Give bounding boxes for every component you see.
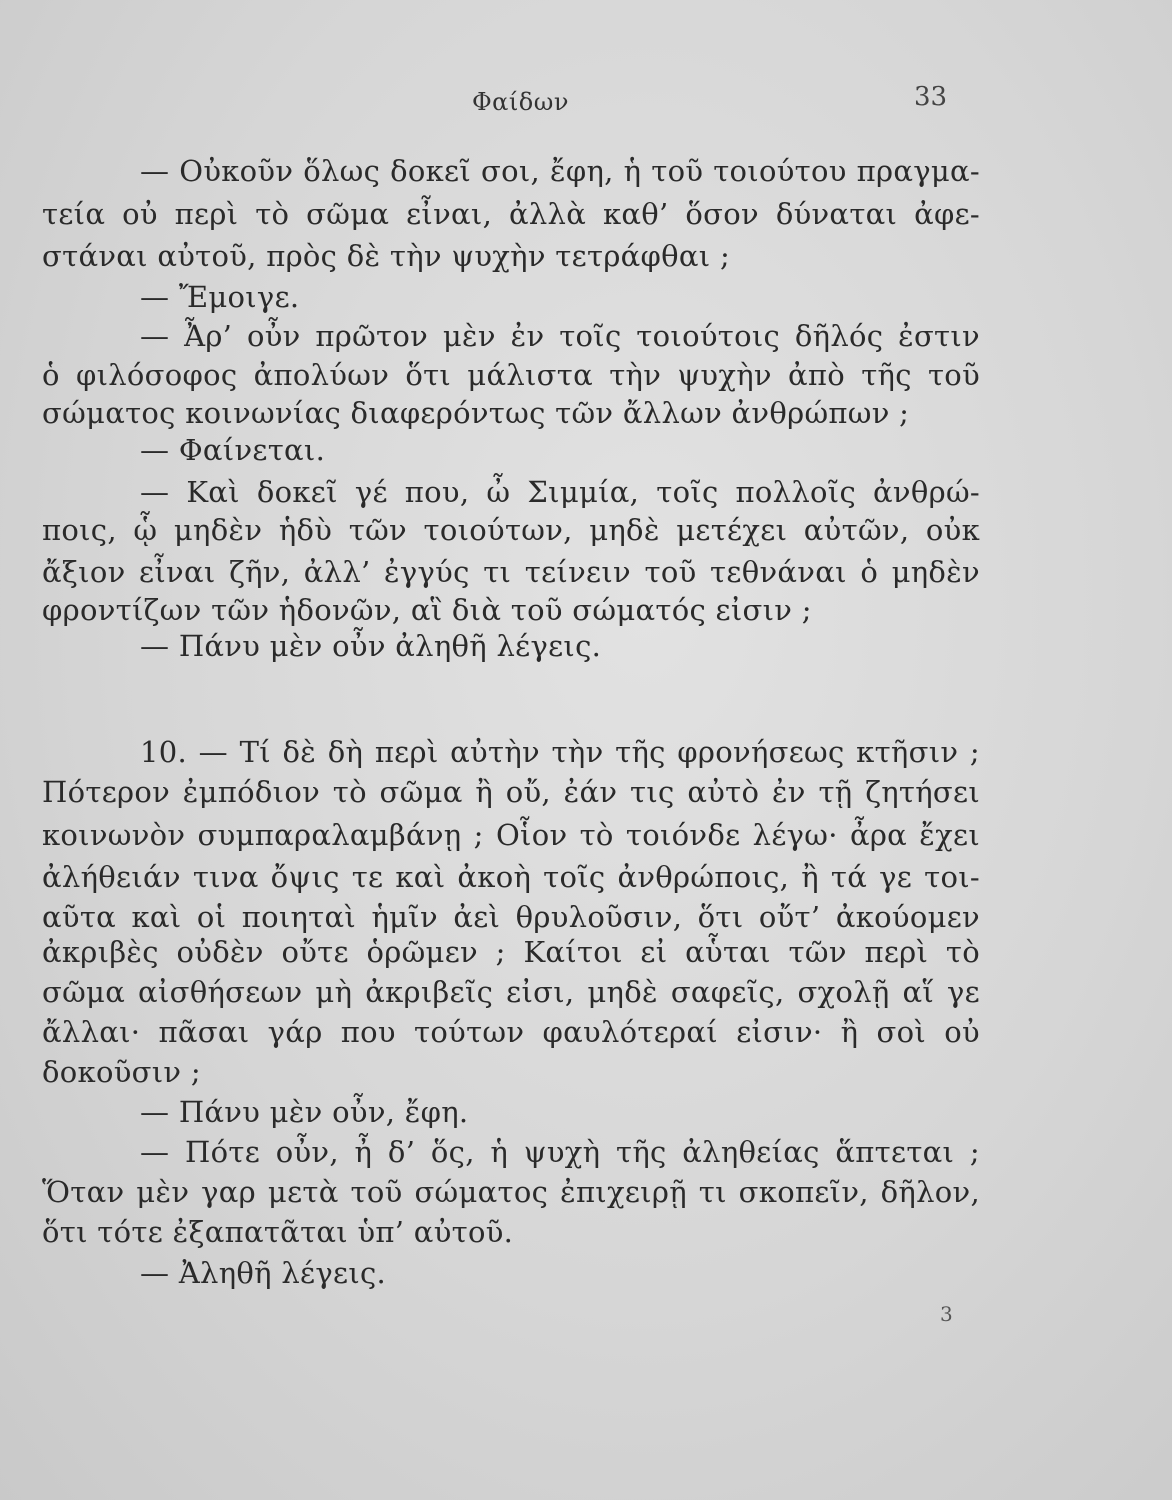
text-line: ἄξιον εἶναι ζῆν, ἀλλ’ ἐγγύς τι τείνειν τοῦ τεθνάναι ὁ μηδὲν [42,555,980,589]
text-line: φροντίζων τῶν ἡδονῶν, αἳ διὰ τοῦ σώματός εἰσιν ; [42,593,812,627]
text-line: δοκοῦσιν ; [42,1055,201,1089]
text-line: 10. — Τί δὲ δὴ περὶ αὐτὴν τὴν τῆς φρονήσεως κτῆσιν ; [140,735,980,769]
text-line: — Οὐκοῦν ὅλως δοκεῖ σοι, ἔφη, ἡ τοῦ τοιούτου πραγμα- [140,154,980,188]
text-line: στάναι αὐτοῦ, πρὸς δὲ τὴν ψυχὴν τετράφθαι ; [42,239,731,273]
text-line: — Ἆρ’ οὖν πρῶτον μὲν ἐν τοῖς τοιούτοις δῆλός ἐστιν [140,319,980,353]
text-line: — Φαίνεται. [140,433,326,467]
text-line: — Πάνυ μὲν οὖν ἀληθῆ λέγεις. [140,629,602,663]
running-header-title: Φαίδων [472,88,569,116]
text-line: — Πάνυ μὲν οὖν, ἔφη. [140,1095,469,1129]
text-line: αῦτα καὶ οἱ ποιηταὶ ἡμῖν ἀεὶ θρυλοῦσιν, ὅτι οὔτ’ ἀκούομεν [42,900,980,934]
text-line: ποις, ᾧ μηδὲν ἡδὺ τῶν τοιούτων, μηδὲ μετέχει αὐτῶν, οὐκ [42,513,980,547]
text-line: — Καὶ δοκεῖ γέ που, ὦ Σιμμία, τοῖς πολλοῖς ἀνθρώ- [140,475,980,509]
text-line: ὅτι τότε ἐξαπατᾶται ὑπ’ αὐτοῦ. [42,1215,514,1249]
text-line: ἄλλαι· πᾶσαι γάρ που τούτων φαυλότεραί εἰσιν· ἢ σοὶ οὐ [42,1015,980,1049]
text-line: κοινωνὸν συμπαραλαμβάνῃ ; Οἷον τὸ τοιόνδε λέγω· ἆρα ἔχει [42,818,980,852]
text-line: — Ἔμοιγε. [140,280,300,314]
signature-mark: 3 [940,1302,953,1326]
text-line: — Ἀληθῆ λέγεις. [140,1256,387,1290]
text-line: τεία οὐ περὶ τὸ σῶμα εἶναι, ἀλλὰ καθ’ ὅσον δύναται ἀφε- [42,197,980,231]
text-line: ἀλήθειάν τινα ὄψις τε καὶ ἀκοὴ τοῖς ἀνθρώποις, ἢ τά γε τοι- [42,860,980,894]
text-line: Ὅταν μὲν γαρ μετὰ τοῦ σώματος ἐπιχειρῇ τι σκοπεῖν, δῆλον, [42,1175,980,1209]
text-line: ἀκριβὲς οὐδὲν οὔτε ὁρῶμεν ; Καίτοι εἰ αὗται τῶν περὶ τὸ [42,935,980,969]
text-line: Πότερον ἐμπόδιον τὸ σῶμα ἢ οὔ, ἐάν τις αὐτὸ ἐν τῇ ζητήσει [42,775,980,809]
text-line: σώματος κοινωνίας διαφερόντως τῶν ἄλλων ἀνθρώπων ; [42,396,910,430]
text-line: — Πότε οὖν, ἦ δ’ ὅς, ἡ ψυχὴ τῆς ἀληθείας ἅπτεται ; [140,1135,980,1169]
text-line: ὁ φιλόσοφος ἀπολύων ὅτι μάλιστα τὴν ψυχὴν ἀπὸ τῆς τοῦ [42,358,980,392]
text-line: σῶμα αἰσθήσεων μὴ ἀκριβεῖς εἰσι, μηδὲ σαφεῖς, σχολῇ αἵ γε [42,975,980,1009]
page-number: 33 [914,82,948,112]
